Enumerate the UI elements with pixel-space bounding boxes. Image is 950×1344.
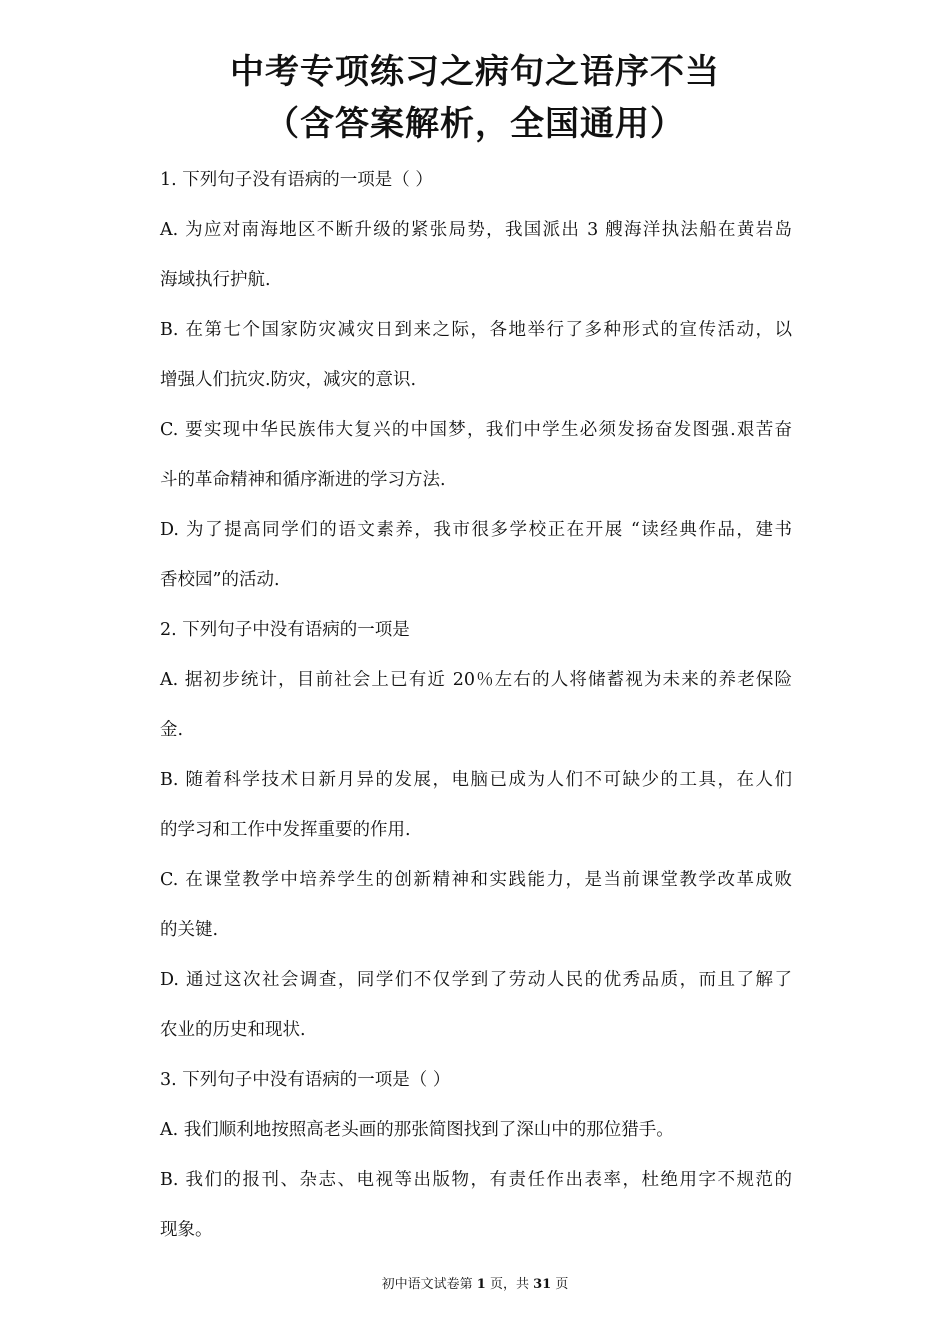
text-line: 斗的革命精神和循序渐进的学习方法.	[160, 470, 446, 490]
text-line: 香校园”的活动.	[160, 570, 280, 590]
text-line: 的学习和工作中发挥重要的作用.	[160, 820, 411, 840]
text-line: 2. 下列句子中没有语病的一项是	[160, 620, 410, 640]
text-line: B. 随着科学技术日新月异的发展，电脑已成为人们不可缺少的工具，在人们	[160, 770, 792, 790]
text-line: B. 在第七个国家防灾减灾日到来之际，各地举行了多种形式的宣传活动，以	[160, 320, 792, 340]
text-line: D. 通过这次社会调查，同学们不仅学到了劳动人民的优秀品质，而且了解了	[160, 970, 792, 990]
page-subtitle: （含答案解析，全国通用）	[265, 104, 685, 144]
text-line: A. 为应对南海地区不断升级的紧张局势，我国派出 3 艘海洋执法船在黄岩岛	[160, 220, 792, 240]
text-line: 的关键.	[160, 920, 219, 940]
footer-prefix: 初中语文试卷第	[381, 1277, 473, 1292]
footer-page-number: 1	[476, 1277, 486, 1292]
page-footer	[0, 1273, 950, 1292]
page-title: 中考专项练习之病句之语序不当	[230, 52, 720, 92]
text-line: D. 为了提高同学们的语文素养，我市很多学校正在开展 “读经典作品，建书	[160, 520, 792, 540]
footer-middle: 页，共	[489, 1277, 529, 1292]
footer-total-pages: 31	[533, 1277, 552, 1292]
question-body	[160, 166, 792, 1266]
text-line: B. 我们的报刊、杂志、电视等出版物，有责任作出表率，杜绝用字不规范的	[160, 1170, 792, 1190]
text-line: A. 据初步统计，目前社会上已有近 20％左右的人将储蓄视为未来的养老保险	[160, 670, 792, 690]
footer-suffix: 页	[555, 1277, 569, 1292]
text-line: 现象。	[160, 1220, 213, 1240]
text-line: C. 要实现中华民族伟大复兴的中国梦，我们中学生必须发扬奋发图强.艰苦奋	[160, 420, 792, 440]
text-line: 农业的历史和现状.	[160, 1020, 306, 1040]
text-line: 金.	[160, 720, 184, 740]
text-line: 3. 下列句子中没有语病的一项是（ ）	[160, 1070, 451, 1090]
text-line: A. 我们顺利地按照高老头画的那张简图找到了深山中的那位猎手。	[160, 1120, 674, 1140]
text-line: C. 在课堂教学中培养学生的创新精神和实践能力，是当前课堂教学改革成败	[160, 870, 792, 890]
text-line: 海域执行护航.	[160, 270, 271, 290]
text-line: 1. 下列句子没有语病的一项是（ ）	[160, 170, 433, 190]
text-line: 增强人们抗灾.防灾，减灾的意识.	[160, 370, 417, 390]
